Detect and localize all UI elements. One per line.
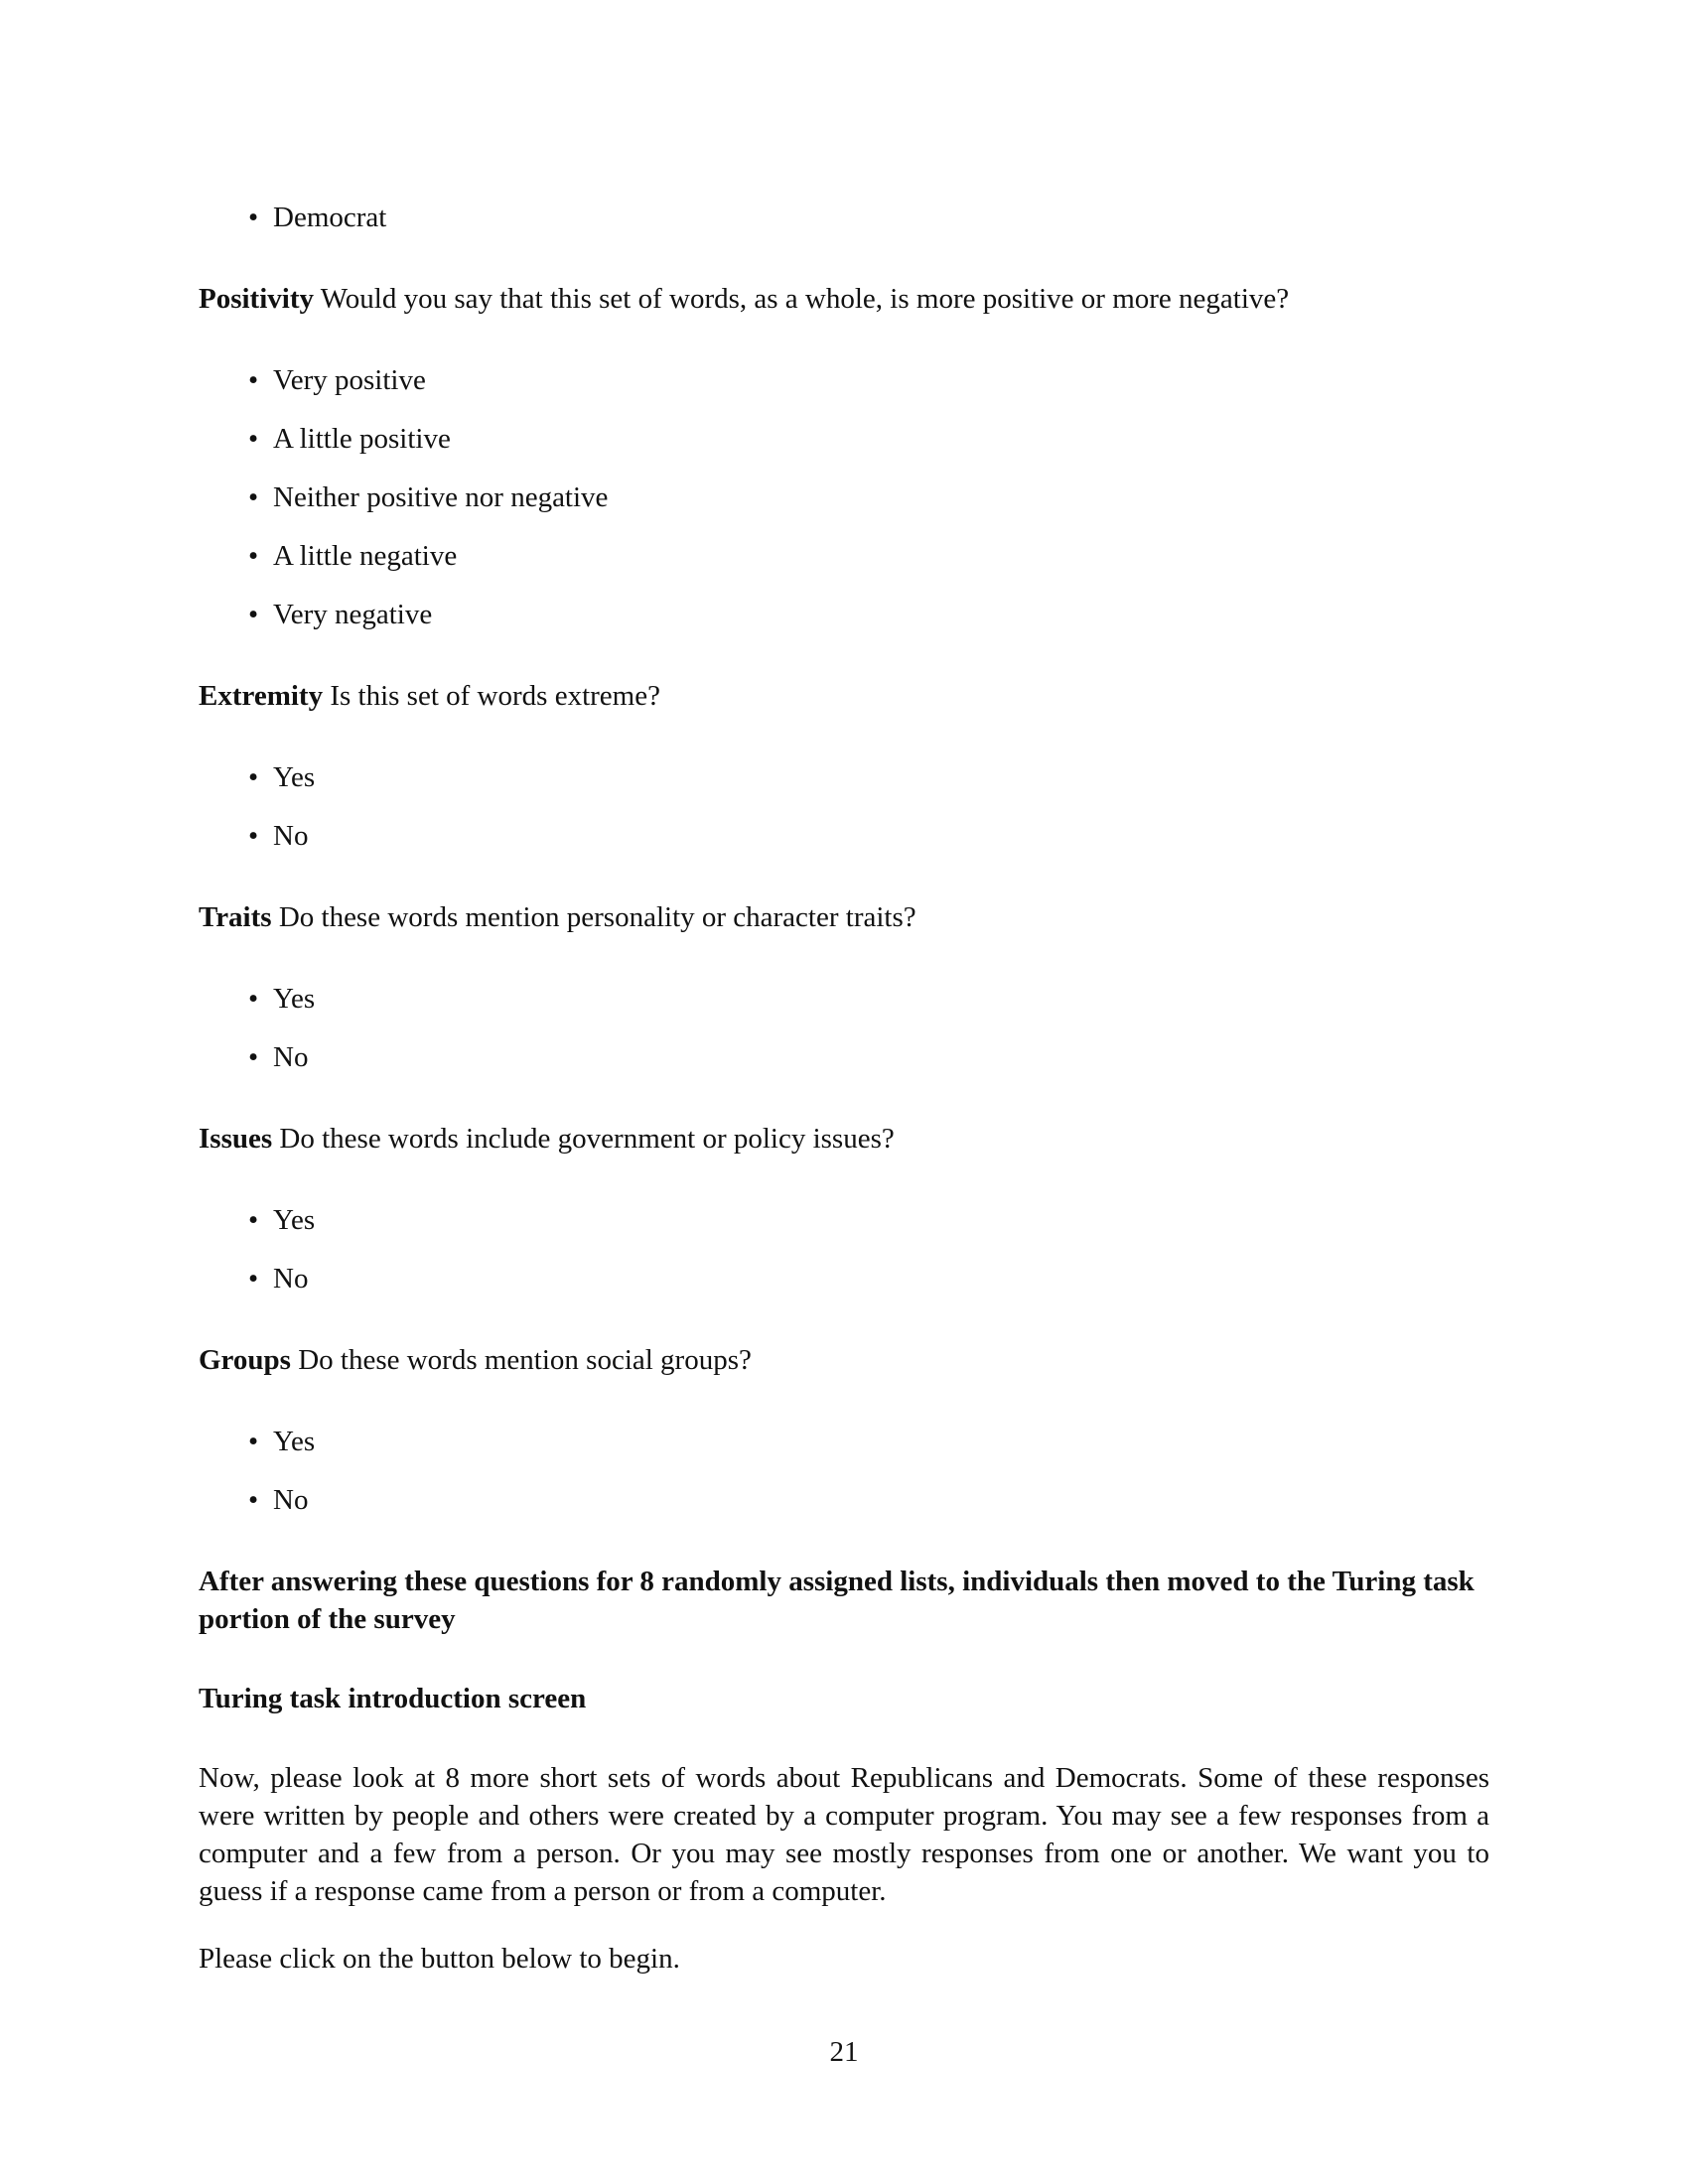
option-label: Yes [273, 761, 316, 793]
question-label: Positivity [199, 283, 314, 315]
bullet-icon: • [248, 820, 259, 852]
question-traits [199, 898, 1489, 936]
page-number: 21 [829, 2036, 859, 2068]
question-text: Is this set of words extreme? [330, 680, 660, 712]
bullet-icon: • [248, 1204, 259, 1236]
list-item [199, 1201, 1489, 1239]
question-text: Do these words mention social groups? [298, 1344, 752, 1376]
option-label: No [273, 1263, 309, 1295]
option-label: No [273, 820, 309, 852]
list-item [199, 817, 1489, 855]
bullet-icon: • [248, 599, 259, 630]
option-label: Yes [273, 1204, 316, 1236]
bullet-icon: • [248, 761, 259, 793]
groups-option-list [199, 1423, 1489, 1519]
bullet-icon: • [248, 1041, 259, 1073]
list-item [199, 596, 1489, 633]
question-issues [199, 1120, 1489, 1158]
list-item [199, 1038, 1489, 1076]
bullet-icon: • [248, 1263, 259, 1295]
option-label: Yes [273, 983, 316, 1015]
question-label: Issues [199, 1123, 273, 1155]
list-item [199, 1260, 1489, 1297]
issues-option-list [199, 1201, 1489, 1297]
list-item [199, 537, 1489, 575]
positivity-option-list [199, 361, 1489, 633]
list-item [199, 420, 1489, 458]
list-item [199, 361, 1489, 399]
question-groups [199, 1341, 1489, 1379]
bullet-icon: • [248, 540, 259, 572]
extremity-option-list [199, 758, 1489, 855]
question-positivity [199, 280, 1489, 318]
bullet-icon: • [248, 1426, 259, 1457]
list-item [199, 980, 1489, 1018]
option-label: Neither positive nor negative [273, 481, 609, 513]
traits-option-list [199, 980, 1489, 1076]
option-label: No [273, 1041, 309, 1073]
option-label: Yes [273, 1426, 316, 1457]
list-item [199, 1423, 1489, 1460]
turing-instructions: Now, please look at 8 more short sets of words about Republicans and Democrats. Some of these responses were written by people and others were created by a computer program. You may see a few responses from a computer and a few from a person. Or you may see mostly responses from one or another. We want you to guess if a response came from a person or from a computer. [199, 1762, 1489, 1907]
list-item [199, 478, 1489, 516]
question-label: Extremity [199, 680, 324, 712]
bullet-icon: • [248, 202, 259, 233]
question-text: Do these words include government or policy issues? [279, 1123, 895, 1155]
question-text: Would you say that this set of words, as a whole, is more positive or more negative? [320, 283, 1290, 315]
turing-heading: Turing task introduction screen [199, 1683, 587, 1714]
bullet-icon: • [248, 983, 259, 1015]
question-extremity [199, 677, 1489, 715]
bullet-icon: • [248, 481, 259, 513]
option-label: No [273, 1484, 309, 1516]
party-option-list [199, 199, 1489, 236]
bullet-icon: • [248, 423, 259, 455]
option-label: Democrat [273, 202, 387, 233]
transition-note: After answering these questions for 8 randomly assigned lists, individuals then moved to the Turing task portion of the survey [199, 1566, 1475, 1635]
option-label: Very positive [273, 364, 426, 396]
bullet-icon: • [248, 364, 259, 396]
question-label: Groups [199, 1344, 291, 1376]
page-content [199, 199, 1489, 1978]
bullet-icon: • [248, 1484, 259, 1516]
begin-instruction: Please click on the button below to begin. [199, 1943, 680, 1975]
option-label: A little negative [273, 540, 458, 572]
question-text: Do these words mention personality or character traits? [278, 901, 916, 933]
question-label: Traits [199, 901, 272, 933]
list-item [199, 758, 1489, 796]
list-item [199, 199, 1489, 236]
option-label: A little positive [273, 423, 451, 455]
option-label: Very negative [273, 599, 433, 630]
list-item [199, 1481, 1489, 1519]
